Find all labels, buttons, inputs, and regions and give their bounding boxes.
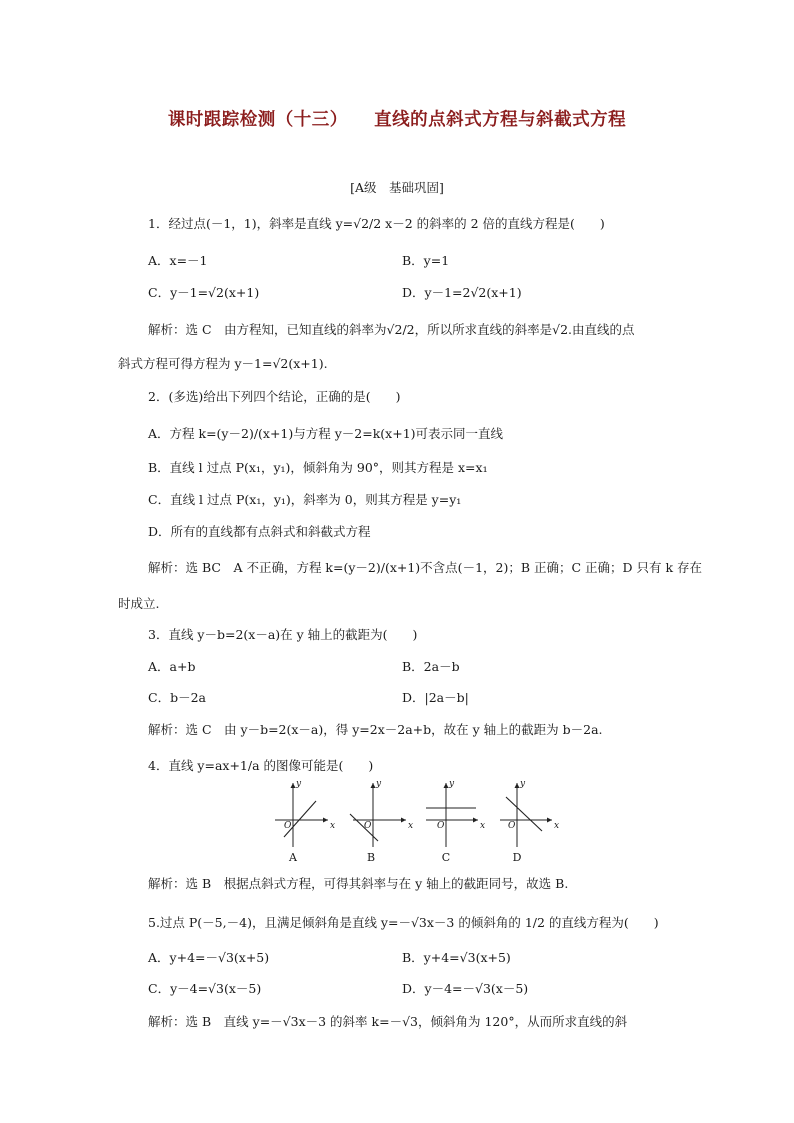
q3-option-d: D．|2a－b| [402,690,469,705]
figure-a-origin-label: O [284,821,292,831]
q3-analysis: 解析：选 C 由 y－b=2(x－a)，得 y=2x－2a+b，故在 y 轴上的截距为 b－2a. [148,722,603,737]
figure-d-y-label: y [520,779,526,789]
figure-d [496,777,586,865]
figure-d-graph [496,777,586,852]
q1-option-b: B．y=1 [402,253,450,268]
q4-figures [0,777,794,865]
q5-option-d: D．y－4=－√3(x－5) [402,981,529,996]
question-1-stem: 1．经过点(－1，1)，斜率是直线 y=√2/2 x－2 的斜率的 2 倍的直线方程是( ) [148,216,605,231]
figure-d-x-label: x [554,821,560,831]
page-title: 课时跟踪检测（十三） 直线的点斜式方程与斜截式方程 [167,110,627,130]
question-3-stem: 3．直线 y－b=2(x－a)在 y 轴上的截距为( ) [148,627,418,642]
q2-analysis-line-1: 解析：选 BC A 不正确，方程 k=(y－2)/(x+1)不含点(－1，2)；B 正确；C 正确；D 只有 k 存在 [148,560,703,575]
figure-b-origin-label: O [364,821,372,831]
q3-option-c: C．b－2a [148,690,206,705]
question-5-stem: 5.过点 P(－5,－4)，且满足倾斜角是直线 y=－√3x－3 的倾斜角的 1/2 的直线方程为( ) [148,915,659,930]
question-2-stem: 2．(多选)给出下列四个结论，正确的是( ) [148,389,401,404]
q2-analysis-line-2: 时成立. [118,596,160,611]
figure-d-origin-label: O [508,821,516,831]
q4-analysis: 解析：选 B 根据点斜式方程，可得其斜率与在 y 轴上的截距同号，故选 B. [148,876,569,891]
q2-option-b: B．直线 l 过点 P(x₁，y₁)，倾斜角为 90°，则其方程是 x=x₁ [148,460,488,475]
q5-option-b: B．y+4=√3(x+5) [402,950,511,965]
q3-option-a: A．a+b [148,659,196,674]
figure-c-label: C [441,851,451,864]
q2-option-d: D．所有的直线都有点斜式和斜截式方程 [148,524,371,539]
figure-d-label: D [512,851,522,864]
figure-b-y-label: y [376,779,382,789]
q1-analysis-line-2: 斜式方程可得方程为 y－1=√2(x+1). [118,356,328,371]
q5-analysis-line-1: 解析：选 B 直线 y=－√3x－3 的斜率 k=－√3，倾斜角为 120°，从而所求直线的斜 [148,1014,628,1029]
figure-c-x-label: x [480,821,486,831]
q2-option-c: C．直线 l 过点 P(x₁，y₁)，斜率为 0，则其方程是 y=y₁ [148,492,462,507]
figure-c-y-label: y [449,779,455,789]
q1-option-d: D．y－1=2√2(x+1) [402,285,522,300]
q2-option-a: A．方程 k=(y－2)/(x+1)与方程 y－2=k(x+1)可表示同一直线 [148,426,504,441]
q1-option-a: A．x=－1 [148,253,208,268]
q3-option-b: B．2a－b [402,659,460,674]
figure-a-graph [270,777,360,852]
figure-c-origin-label: O [437,821,445,831]
q5-option-a: A．y+4=－√3(x+5) [148,950,270,965]
figure-b-label: B [366,851,376,864]
section-heading: [A级 基础巩固] [350,180,444,195]
figure-a-x-label: x [330,821,336,831]
figure-a-label: A [289,851,297,864]
figure-a-y-label: y [296,779,302,789]
q1-analysis-line-1: 解析：选 C 由方程知，已知直线的斜率为√2/2，所以所求直线的斜率是√2.由直线的点 [148,322,635,337]
question-4-stem: 4．直线 y=ax+1/a 的图像可能是( ) [148,758,374,773]
q5-option-c: C．y－4=√3(x－5) [148,981,262,996]
figure-b-x-label: x [408,821,414,831]
q1-option-c: C．y－1=√2(x+1) [148,285,260,300]
